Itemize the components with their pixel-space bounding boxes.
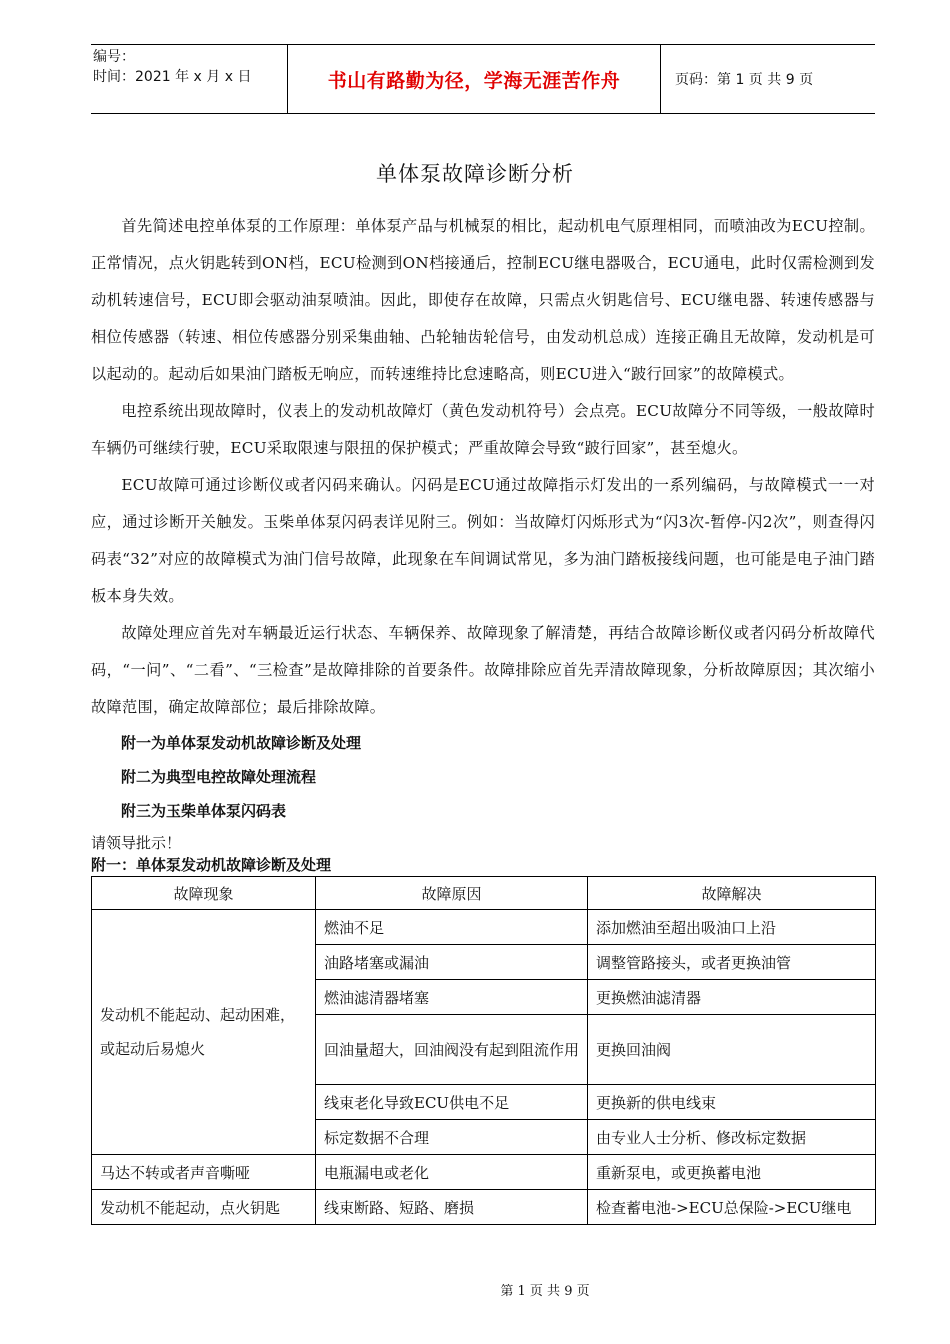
- cause-cell: 燃油滤清器堵塞: [316, 980, 588, 1015]
- number-label: 编号：: [93, 49, 135, 65]
- page-footer: 第 1 页 共 9 页: [500, 1284, 590, 1299]
- header-meta: [91, 45, 288, 113]
- cause-cell: 标定数据不合理: [316, 1120, 588, 1155]
- cause-cell: 线束老化导致ECU供电不足: [316, 1085, 588, 1120]
- fix-cell: 更换燃油滤清器: [588, 980, 876, 1015]
- paragraph: 故障处理应首先对车辆最近运行状态、车辆保养、故障现象了解清楚，再结合故障诊断仪或者闪码分析故障代码，“一问”、“二看”、“三检查”是故障排除的首要条件。故障排除应首先弄清故障现象，分析故障原因；其次缩小故障范围，确定故障部位；最后排除故障。: [91, 624, 875, 716]
- fix-cell: 重新泵电，或更换蓄电池: [588, 1155, 876, 1190]
- fix-cell: 由专业人士分析、修改标定数据: [588, 1120, 876, 1155]
- paragraph: 首先简述电控单体泵的工作原理：单体泵产品与机械泵的相比，起动机电气原理相同，而喷油改为ECU控制。正常情况，点火钥匙转到ON档，ECU检测到ON档接通后，控制ECU继电器吸合，ECU通电，此时仅需检测到发动机转速信号，ECU即会驱动油泵喷油。因此，即使存在故障，只需点火钥匙信号、ECU继电器、转速传感器与相位传感器（转速、相位传感器分别采集曲轴、凸轮轴齿轮信号，由发动机总成）连接正确且无故障，发动机是可以起动的。起动后如果油门踏板无响应，而转速维持比怠速略高，则ECU进入“跛行回家”的故障模式。: [91, 217, 875, 383]
- fault-table: [91, 876, 876, 1225]
- table-header-row: [92, 877, 876, 910]
- cause-cell: 燃油不足: [316, 910, 588, 945]
- table-row: [92, 910, 876, 945]
- fix-cell: 更换新的供电线束: [588, 1085, 876, 1120]
- col-header-fix: 故障解决: [588, 877, 876, 910]
- table-row: [92, 1155, 876, 1190]
- cause-cell: 油路堵塞或漏油: [316, 945, 588, 980]
- time-label: 时间：2021 年 x 月 x 日: [93, 69, 252, 85]
- symptom-cell: 马达不转或者声音嘶哑: [92, 1155, 316, 1190]
- col-header-symptom: 故障现象: [92, 877, 316, 910]
- request-line: 请领导批示！: [91, 834, 182, 852]
- header-motto: 书山有路勤为径，学海无涯苦作舟: [288, 45, 661, 113]
- header-page-info: 页码：第 1 页 共 9 页: [675, 72, 814, 88]
- table-title: 附一：单体泵发动机故障诊断及处理: [91, 856, 332, 874]
- table-row: [92, 1190, 876, 1225]
- symptom-cell: 发动机不能起动，点火钥匙: [92, 1190, 316, 1225]
- cause-cell: 电瓶漏电或老化: [316, 1155, 588, 1190]
- fix-cell: 添加燃油至超出吸油口上沿: [588, 910, 876, 945]
- fix-cell: 调整管路接头，或者更换油管: [588, 945, 876, 980]
- paragraph: 电控系统出现故障时，仪表上的发动机故障灯（黄色发动机符号）会点亮。ECU故障分不同等级，一般故障时车辆仍可继续行驶，ECU采取限速与限扭的保护模式；严重故障会导致“跛行回家”，甚至熄火。: [91, 402, 875, 457]
- cause-cell: 线束断路、短路、磨损: [316, 1190, 588, 1225]
- page-header: [91, 44, 875, 114]
- cause-cell: 回油量超大，回油阀没有起到阻流作用: [316, 1015, 588, 1085]
- fix-cell: 检查蓄电池->ECU总保险->ECU继电: [588, 1190, 876, 1225]
- symptom-cell: 发动机不能起动、起动困难，或起动后易熄火: [92, 910, 316, 1155]
- appendix-item: 附一为单体泵发动机故障诊断及处理: [121, 734, 362, 752]
- fix-cell: 更换回油阀: [588, 1015, 876, 1085]
- appendix-item: 附三为玉柴单体泵闪码表: [121, 802, 287, 820]
- document-title: 单体泵故障诊断分析: [376, 162, 574, 186]
- appendix-item: 附二为典型电控故障处理流程: [121, 768, 317, 786]
- col-header-cause: 故障原因: [316, 877, 588, 910]
- paragraph: ECU故障可通过诊断仪或者闪码来确认。闪码是ECU通过故障指示灯发出的一系列编码，与故障模式一一对应，通过诊断开关触发。玉柴单体泵闪码表详见附三。例如：当故障灯闪烁形式为“闪3次-暂停-闪2次”，则查得闪码表“32”对应的故障模式为油门信号故障，此现象在车间调试常见，多为油门踏板接线问题，也可能是电子油门踏板本身失效。: [91, 476, 875, 605]
- document-body: [91, 208, 875, 1225]
